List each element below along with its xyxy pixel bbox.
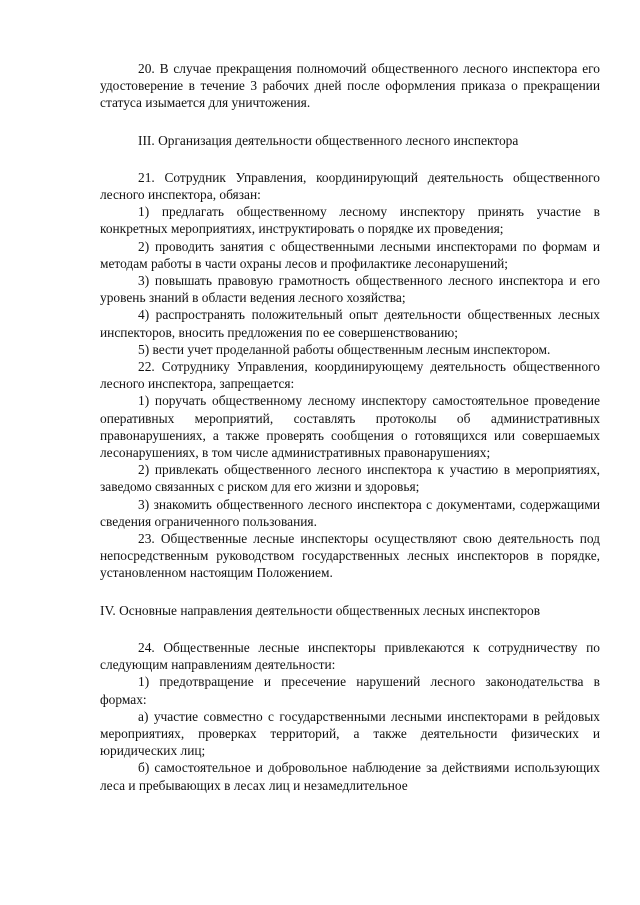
paragraph-22-item-2: 2) привлекать общественного лесного инспектора к участию в мероприятиях, заведомо связанных с риском для его жизни и здоровья;: [100, 462, 600, 495]
paragraph-20: 20. В случае прекращения полномочий общественного лесного инспектора его удостоверение в течение 3 рабочих дней после оформления приказа о прекращении статуса изымается для уничтожения.: [100, 61, 600, 111]
paragraph-21: 21. Сотрудник Управления, координирующий деятельность общественного лесного инспектора, обязан:: [100, 169, 600, 203]
paragraph-22-item-1: 1) поручать общественному лесному инспектору самостоятельное проведение оперативных мероприятий, составлять протоколы об административных правонарушениях, а также проверять сообщения о готовящихся или совершаемых лесонарушениях, в том числе административных правонарушениях;: [100, 393, 600, 461]
document-page: [100, 60, 600, 794]
section-heading-4: IV. Основные направления деятельности общественных лесных инспекторов: [100, 602, 541, 618]
paragraph-21-item-5: 5) вести учет проделанной работы общественным лесным инспектором.: [138, 341, 551, 357]
paragraph-24: 24. Общественные лесные инспекторы привлекаются к сотрудничеству по следующим направлениям деятельности:: [100, 639, 600, 673]
paragraph-22-item-3: 3) знакомить общественного лесного инспектора с документами, содержащими сведения ограниченного пользования.: [100, 496, 600, 529]
paragraph-24-item-1b: б) самостоятельное и добровольное наблюдение за действиями использующих леса и пребывающих в лесах лиц и незамедлительное: [100, 760, 600, 793]
paragraph-21-item-1: 1) предлагать общественному лесному инспектору принять участие в конкретных мероприятиях, инструктировать о порядке их проведения;: [100, 204, 600, 237]
paragraph-21-item-4: 4) распространять положительный опыт деятельности общественных лесных инспекторов, вносить предложения по ее совершенствованию;: [100, 307, 600, 340]
section-heading-3: III. Организация деятельности общественного лесного инспектора: [138, 132, 519, 148]
paragraph-22: 22. Сотруднику Управления, координирующему деятельность общественного лесного инспектора, запрещается:: [100, 359, 600, 392]
paragraph-21-item-3: 3) повышать правовую грамотность общественного лесного инспектора и его уровень знаний в области ведения лесного хозяйства;: [100, 273, 600, 306]
paragraph-23: 23. Общественные лесные инспекторы осуществляют свою деятельность под непосредственным руководством государственных лесных инспекторов в порядке, установленном настоящим Положением.: [100, 531, 600, 581]
paragraph-24-item-1a: а) участие совместно с государственными лесными инспекторами в рейдовых мероприятиях, проверках территорий, а также деятельности физических и юридических лиц;: [100, 708, 600, 759]
paragraph-24-item-1: 1) предотвращение и пресечение нарушений лесного законодательства в формах:: [100, 674, 600, 707]
paragraph-21-item-2: 2) проводить занятия с общественными лесными инспекторами по формам и методам работы в части охраны лесов и профилактике лесонарушений;: [100, 238, 600, 271]
